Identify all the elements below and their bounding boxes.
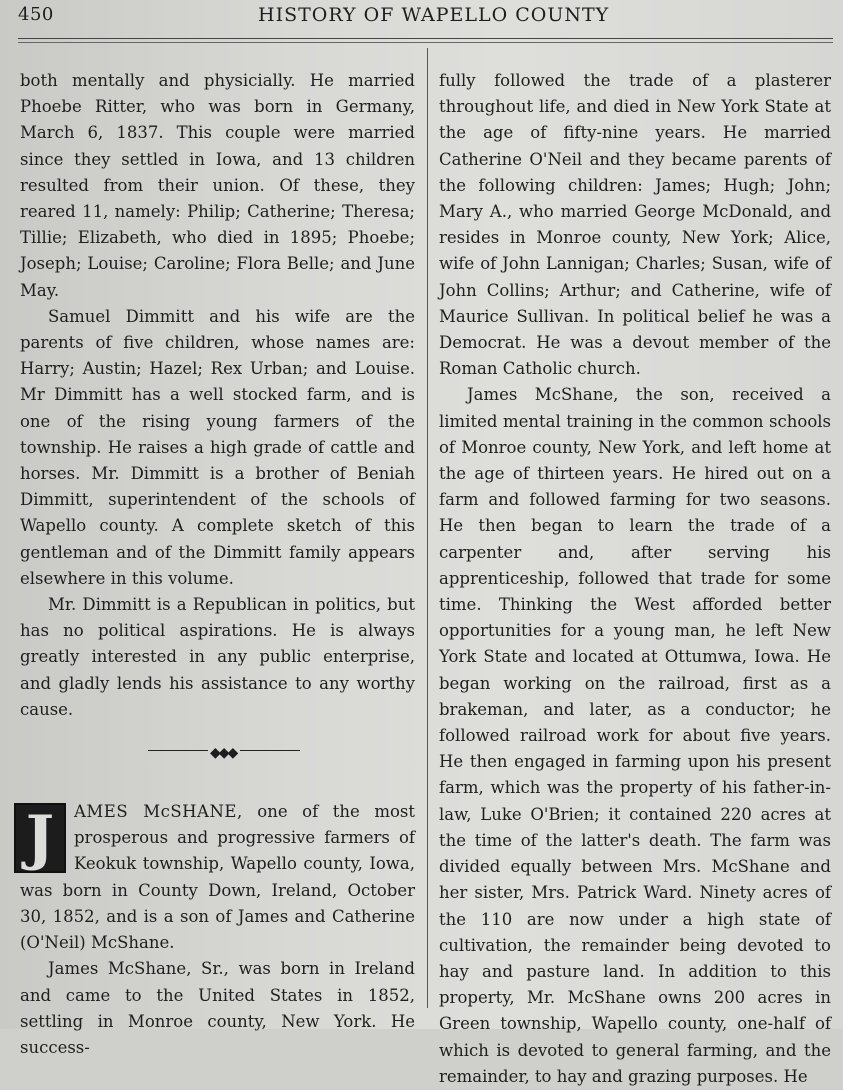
- right-column: [439, 68, 831, 1090]
- paragraph: Mr. Dimmitt is a Republican in politics, but has no political aspirations. He is always greatly interested in any public enterprise, and gladly lends his assistance to any worthy cause.: [20, 595, 415, 719]
- drop-cap: J: [14, 803, 66, 873]
- header-rule: [18, 38, 833, 39]
- column-divider: [427, 48, 428, 1008]
- biography-opening-text: one of the most prosperous and progressive farmers of Keokuk township, Wapello county, Iowa, was born in County Down, Ireland, October 30, 1852, and is a son of James and Catherine (O'Neil) McShane.: [20, 802, 416, 953]
- page-header: [18, 4, 833, 32]
- biography-section: [20, 799, 415, 1061]
- paragraph: Samuel Dimmitt and his wife are the parents of five children, whose names are: Harry; Austin; Hazel; Rex Urban; and Louise. Mr Dimmitt has a well stocked farm, and is one of the rising young farmers of the township. He raises a high grade of cattle and horses. Mr. Dimmitt is a brother of Beniah Dimmitt, superintendent of the schools of Wapello county. A complete sketch of this gentleman and of the Dimmitt family appears elsewhere in this volume.: [20, 306, 415, 588]
- ornament-line: [148, 750, 208, 751]
- left-column: [20, 68, 415, 1061]
- ornament-diamonds: ◆◆◆: [210, 745, 237, 762]
- biography-name: AMES McSHANE,: [74, 802, 243, 822]
- biography-opening: [20, 799, 415, 956]
- paragraph: James McShane, the son, received a limited mental training in the common schools of Monroe county, New York, and left home at the age of thirteen years. He hired out on a farm and followed farming for two seasons. He then began to learn the trade of a carpenter and, after serving his apprenticeship, followed that trade for some time. Thinking the West afforded better opportunities for a young man, he left New York State and located at Ottumwa, Iowa. He began working on the railroad, first as a brakeman, and later, as a conductor; he followed railroad work for about five years. He then engaged in farming upon his present farm, which was the property of his father-in-law, Luke O'Brien; it contained 220 acres at the time of the latter's death. The farm was divided equally between Mrs. McShane and her sister, Mrs. Patrick Ward. Ninety acres of the 110 are now under a high state of cultivation, the remainder being devoted to hay and pasture land. In addition to this property, Mr. McShane owns 200 acres in Green township, Wapello county, one-half of which is devoted to general farming, and the remainder, to hay and grazing purposes. He: [439, 385, 831, 1086]
- paragraph: James McShane, Sr., was born in Ireland and came to the United States in 1852, settling in Monroe county, New York. He success-: [20, 959, 415, 1057]
- paragraph: both mentally and physicially. He married Phoebe Ritter, who was born in Germany, March 6, 1837. This couple were married since they settled in Iowa, and 13 children resulted from their union. Of these, they reared 11, namely: Philip; Catherine; Theresa; Tillie; Elizabeth, who died in 1895; Phoebe; Joseph; Louise; Caroline; Flora Belle; and June May.: [20, 71, 415, 300]
- section-ornament: [20, 723, 415, 777]
- header-rule-secondary: [18, 42, 833, 43]
- ornament-line: [240, 750, 300, 751]
- page-number: 450: [18, 4, 54, 25]
- paragraph: fully followed the trade of a plasterer throughout life, and died in New York State at the age of fifty-nine years. He married Catherine O'Neil and they became parents of the following children: James; Hugh; John; Mary A., who married George McDonald, and resides in Monroe county, New York; Alice, wife of John Lannigan; Charles; Susan, wife of John Collins; Arthur; and Catherine, wife of Maurice Sullivan. In political belief he was a Democrat. He was a devout member of the Roman Catholic church.: [439, 71, 831, 379]
- running-title: HISTORY OF WAPELLO COUNTY: [258, 4, 610, 26]
